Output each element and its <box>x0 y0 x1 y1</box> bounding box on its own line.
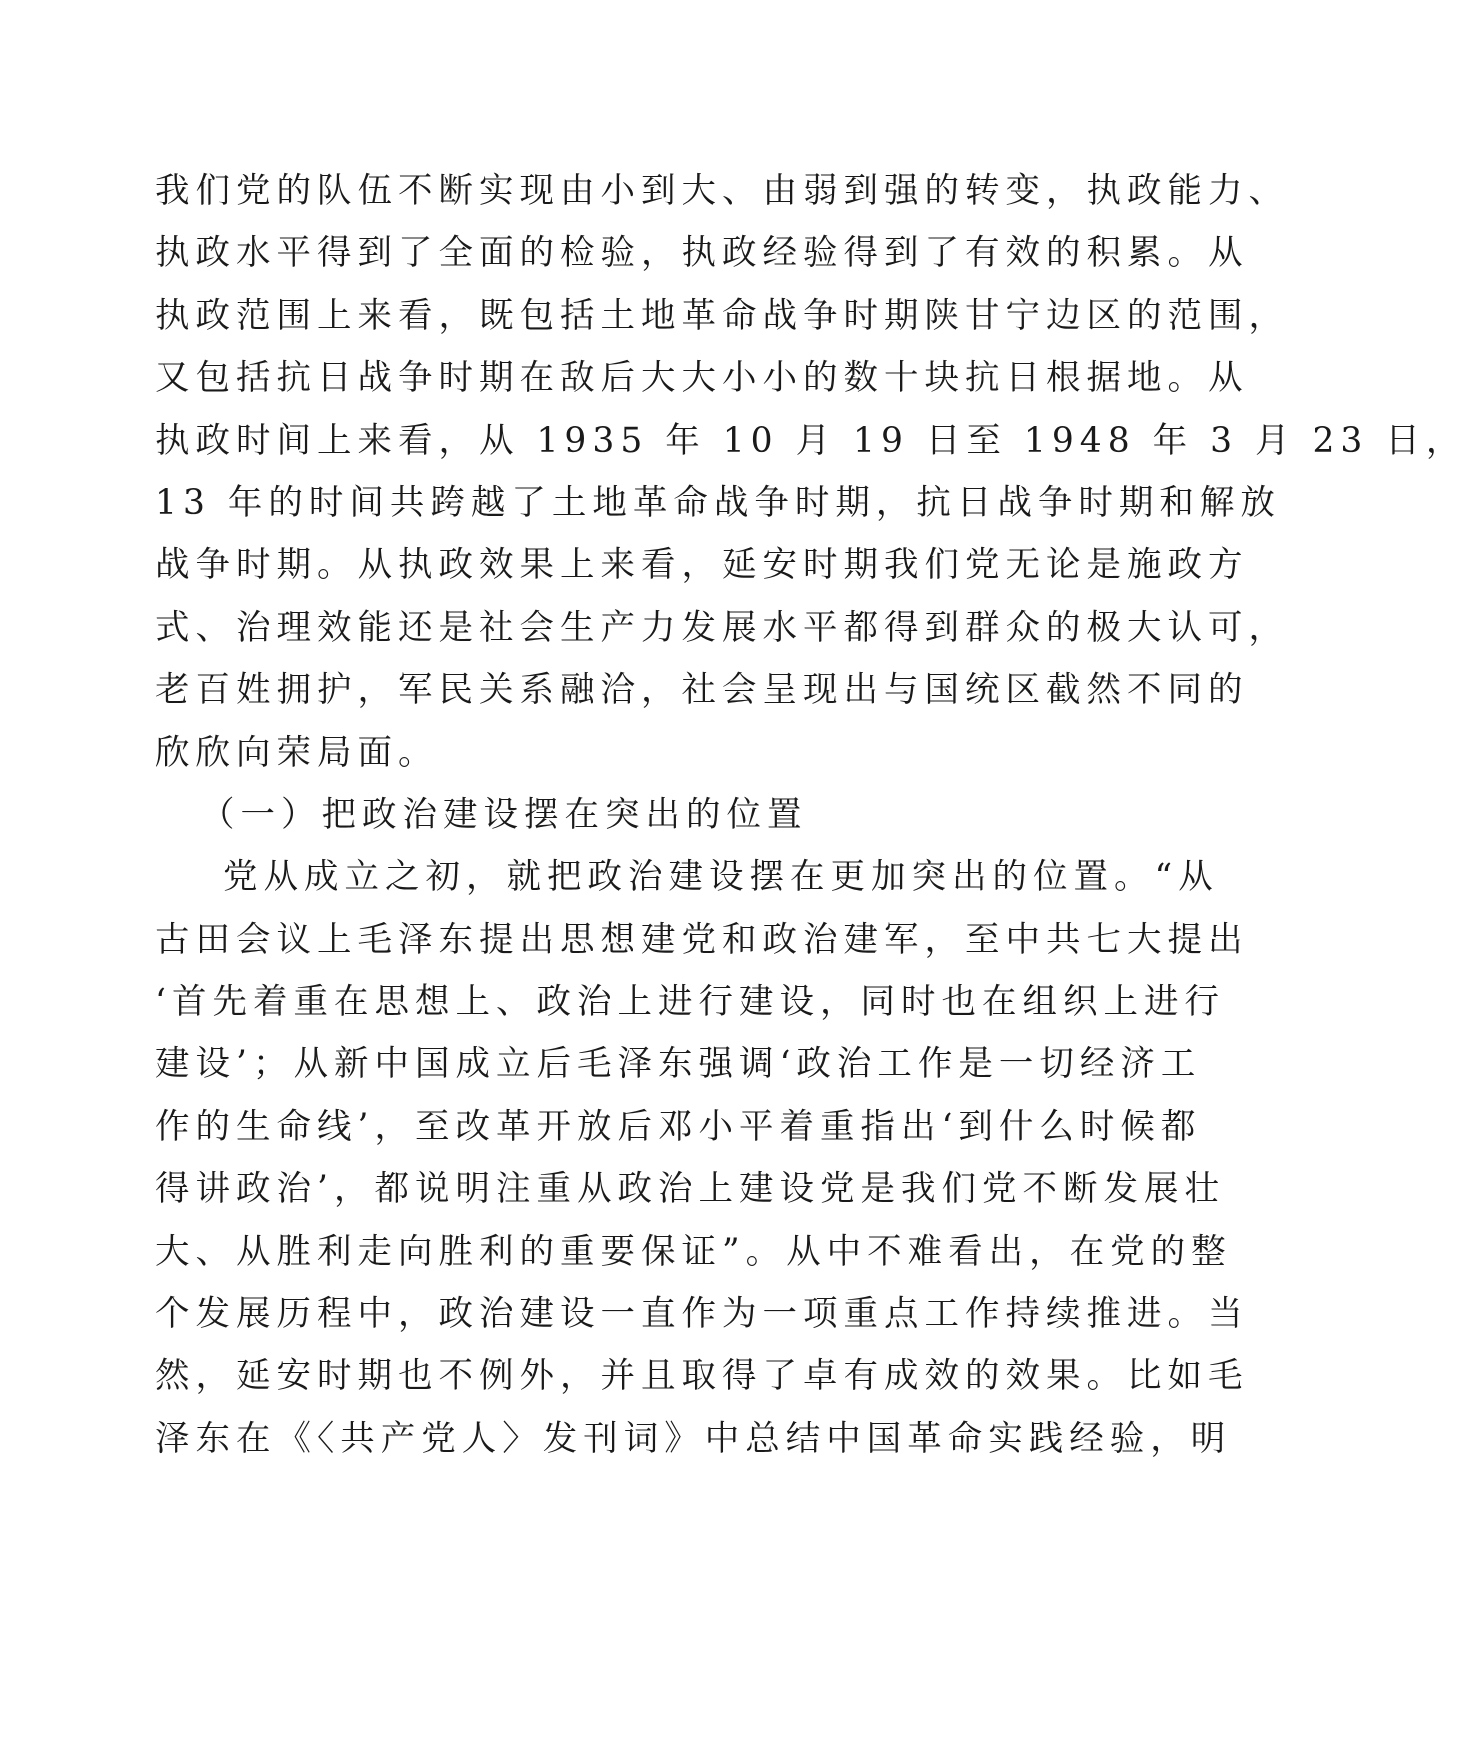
text-line: 然，延安时期也不例外，并且取得了卓有成效的效果。比如毛 <box>155 1356 1249 1397</box>
paragraph-1 <box>155 160 1466 784</box>
document-body <box>155 160 1466 1470</box>
text-line: 执政范围上来看，既包括土地革命战争时期陕甘宁边区的范围， <box>155 295 1289 336</box>
text-line: 古田会议上毛泽东提出思想建党和政治建军，至中共七大提出 <box>155 919 1249 960</box>
text-line: 式、治理效能还是社会生产力发展水平都得到群众的极大认可， <box>155 607 1289 648</box>
text-line: 大、从胜利走向胜利的重要保证”。从中不难看出，在党的整 <box>155 1231 1232 1272</box>
text-line: 我们党的队伍不断实现由小到大、由弱到强的转变，执政能力、 <box>155 171 1289 211</box>
text-line: 执政水平得到了全面的检验，执政经验得到了有效的积累。从 <box>155 233 1249 274</box>
text-line: 党从成立之初，就把政治建设摆在更加突出的位置。“从 <box>223 857 1219 898</box>
text-line: 执政时间上来看，从 1935 年 10 月 19 日至 1948 年 3 月 23 日， <box>155 420 1466 461</box>
section-heading: （一）把政治建设摆在突出的位置 <box>200 794 808 835</box>
text-line: 作的生命线’，至改革开放后邓小平着重指出‘到什么时候都 <box>155 1106 1202 1147</box>
text-line: 又包括抗日战争时期在敌后大大小小的数十块抗日根据地。从 <box>155 358 1249 399</box>
text-line: ‘首先着重在思想上、政治上进行建设，同时也在组织上进行 <box>155 982 1225 1023</box>
text-line: 建设’；从新中国成立后毛泽东强调‘政治工作是一切经济工 <box>155 1044 1202 1085</box>
text-line: 战争时期。从执政效果上来看，延安时期我们党无论是施政方 <box>155 545 1249 586</box>
text-line: 泽东在《〈共产党人〉发刊词》中总结中国革命实践经验，明 <box>155 1418 1232 1459</box>
paragraph-2 <box>155 846 1249 1470</box>
text-line: 个发展历程中，政治建设一直作为一项重点工作持续推进。当 <box>155 1294 1249 1335</box>
text-line: 欣欣向荣局面。 <box>155 732 439 773</box>
text-line: 得讲政治’，都说明注重从政治上建设党是我们党不断发展壮 <box>155 1169 1225 1210</box>
text-line: 13 年的时间共跨越了土地革命战争时期，抗日战争时期和解放 <box>155 482 1281 523</box>
text-line: 老百姓拥护，军民关系融洽，社会呈现出与国统区截然不同的 <box>155 670 1249 711</box>
